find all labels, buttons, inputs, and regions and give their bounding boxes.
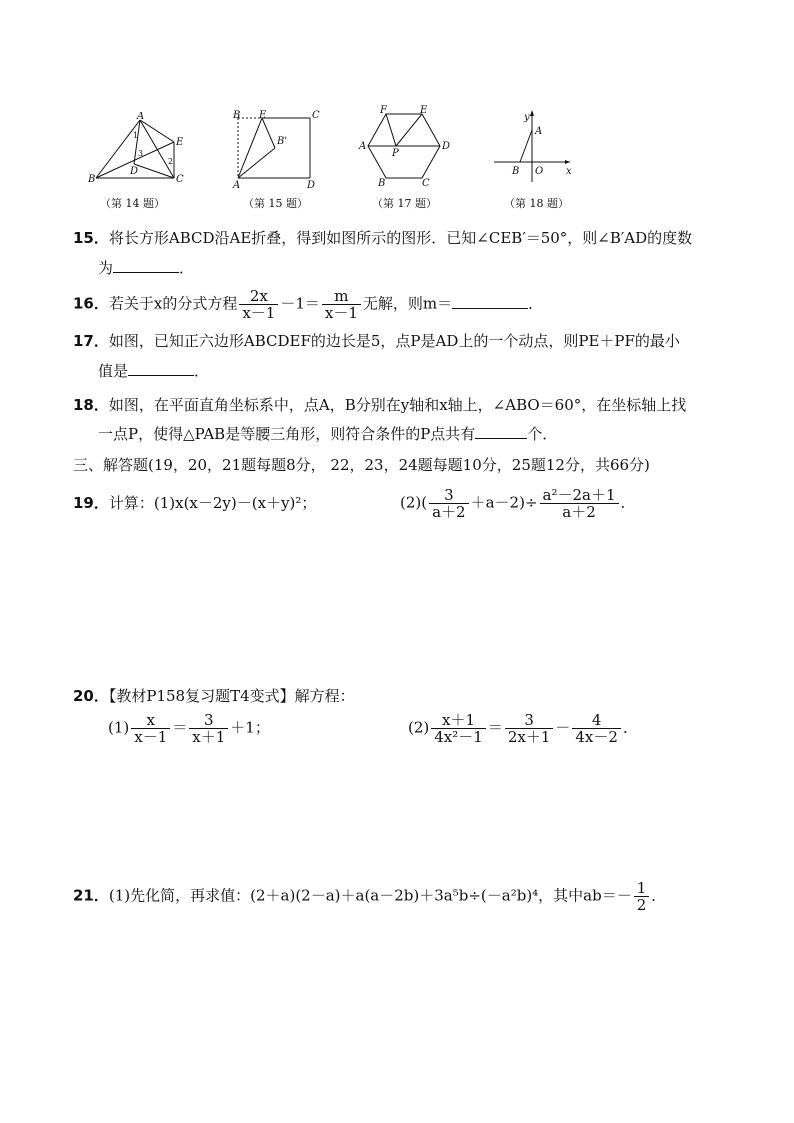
fraction [505, 712, 554, 745]
question-15-line2 [98, 258, 194, 278]
question-17-line2 [98, 361, 209, 381]
fig18-label: A [535, 126, 543, 137]
fig14-label: E [176, 137, 184, 148]
fig14-label: A [137, 112, 145, 122]
fig17-label: E [420, 105, 428, 116]
answer-blank[interactable] [475, 424, 527, 439]
question-text: 无解，则m＝ [362, 294, 453, 313]
fig18-label: B [512, 166, 520, 177]
question-18-line2 [98, 424, 557, 444]
denominator: x＋1 [192, 728, 226, 746]
numerator: x [131, 712, 170, 729]
fraction [429, 487, 469, 520]
question-text: (1) [108, 718, 130, 737]
numerator: 3 [189, 712, 228, 729]
question-number: 16． [73, 294, 109, 313]
question-text: ． [194, 362, 210, 380]
numerator: 3 [505, 712, 554, 729]
figure-17-diagram [358, 104, 458, 188]
question-text: (2) [408, 718, 430, 737]
answer-blank[interactable] [452, 294, 528, 309]
numerator: a²－2a＋1 [540, 487, 619, 504]
question-text: ． [620, 493, 636, 512]
denominator: x－1 [134, 728, 168, 746]
question-text: 个． [527, 425, 558, 443]
figure-14-diagram [88, 112, 198, 190]
question-15 [73, 228, 692, 248]
fig17-label: A [359, 141, 367, 152]
question-text: 【教材P158复习题T4变式】解方程： [108, 687, 355, 705]
question-text: ． [622, 718, 638, 737]
numerator: 4 [572, 712, 621, 729]
question-number: 15． [73, 229, 109, 247]
figure-15 [230, 110, 325, 190]
fig14-label: 2 [168, 157, 174, 166]
question-number: 18． [73, 396, 109, 414]
question-21 [73, 880, 666, 913]
question-number: 19． [73, 494, 109, 512]
fig17-label: P [392, 148, 399, 159]
fig17-label: B [378, 178, 386, 188]
fig14-label: B [88, 174, 96, 185]
question-text: 若关于x的分式方程 [108, 294, 238, 313]
denominator: 4x²－1 [434, 728, 483, 746]
fraction [540, 487, 619, 520]
question-text: 如图，已知正六边形ABCDEF的边长是5，点P是AD上的一个动点，则PE＋PF的最小 [108, 332, 680, 350]
fig17-label: C [422, 178, 430, 188]
question-text: 如图，在平面直角坐标系中，点A，B分别在y轴和x轴上，∠ABO＝60°，在坐标轴上找 [108, 396, 687, 414]
numerator: m [322, 288, 361, 305]
fig15-label: C [312, 110, 320, 121]
figure-17-caption: （第 17 题） [372, 197, 437, 210]
fig18-label: O [535, 166, 544, 177]
denominator: 4x－2 [575, 728, 618, 746]
fig14-label: 3 [138, 149, 144, 158]
fig17-label: F [380, 105, 387, 116]
question-text: ＝ [172, 718, 188, 737]
question-text: 值是 [98, 362, 129, 380]
fraction [239, 288, 278, 321]
denominator: x－1 [242, 304, 276, 322]
fig14-label: 1 [133, 131, 139, 140]
figure-18-diagram [490, 106, 580, 188]
numerator: x＋1 [431, 712, 486, 729]
fig14-label: C [176, 174, 184, 185]
question-20-part1 [108, 712, 270, 745]
question-19-part2 [400, 487, 636, 520]
question-text: 一点P，使得△PAB是等腰三角形，则符合条件的P点共有 [98, 425, 476, 443]
fig15-label: D [307, 180, 316, 190]
numerator: 2x [239, 288, 278, 305]
fig18-label: x [566, 166, 572, 177]
question-19 [73, 493, 316, 513]
denominator: x－1 [324, 304, 358, 322]
question-20-part2 [408, 712, 638, 745]
fraction [131, 712, 170, 745]
figure-14 [88, 112, 198, 190]
figure-15-diagram [230, 110, 325, 190]
question-number: 21． [73, 886, 109, 905]
denominator: 2x＋1 [507, 728, 551, 746]
question-number: 17． [73, 332, 109, 350]
question-text: 计算：(1)x(x－2y)－(x＋y)²； [108, 494, 317, 512]
question-number: 20． [73, 687, 109, 705]
answer-blank[interactable] [113, 258, 179, 273]
question-20 [73, 686, 355, 706]
question-16 [73, 288, 543, 321]
question-text: (1)先化简，再求值：(2＋a)(2－a)＋a(a－2b)＋3a⁵b÷(－a²b)⁴，其中ab＝－ [108, 886, 632, 905]
fraction [431, 712, 486, 745]
question-text: 为 [98, 259, 114, 277]
fig15-label: B [233, 110, 241, 121]
question-text: ． [651, 886, 667, 905]
fig15-label: A [233, 180, 241, 190]
question-text: 将长方形ABCD沿AE折叠，得到如图所示的图形．已知∠CEB′＝50°，则∠B′AD的度数 [108, 229, 693, 247]
numerator: 3 [429, 487, 469, 504]
fraction [322, 288, 361, 321]
question-18 [73, 395, 686, 415]
figure-18 [490, 106, 580, 188]
figure-17 [358, 104, 458, 188]
fig15-label: B' [277, 136, 288, 147]
numerator: 1 [634, 880, 650, 897]
question-text: － [555, 718, 571, 737]
question-text: －1＝ [280, 294, 320, 313]
question-text: ＋1； [230, 718, 270, 737]
fraction [189, 712, 228, 745]
fig14-label: D [130, 166, 139, 177]
fraction [634, 880, 650, 913]
figure-15-caption: （第 15 题） [243, 197, 308, 210]
question-text: ＝ [487, 718, 503, 737]
section-heading: 三、解答题(19，20，21题每题8分， 22，23，24题每题10分，25题12分，共66分) [73, 456, 650, 474]
fig18-label: y [524, 112, 530, 123]
answer-blank[interactable] [128, 361, 194, 376]
fig17-label: D [442, 141, 451, 152]
figure-14-caption: （第 14 题） [100, 197, 165, 210]
figure-18-caption: （第 18 题） [504, 197, 569, 210]
question-text: ． [528, 294, 544, 313]
denominator: a＋2 [432, 503, 466, 521]
denominator: a＋2 [562, 503, 596, 521]
denominator: 2 [636, 896, 647, 914]
question-text: ＋a－2)÷ [470, 493, 538, 512]
fraction [572, 712, 621, 745]
question-text: (2)( [400, 493, 428, 512]
question-text: ． [179, 259, 195, 277]
fig15-label: E [259, 110, 267, 121]
question-17 [73, 331, 680, 351]
